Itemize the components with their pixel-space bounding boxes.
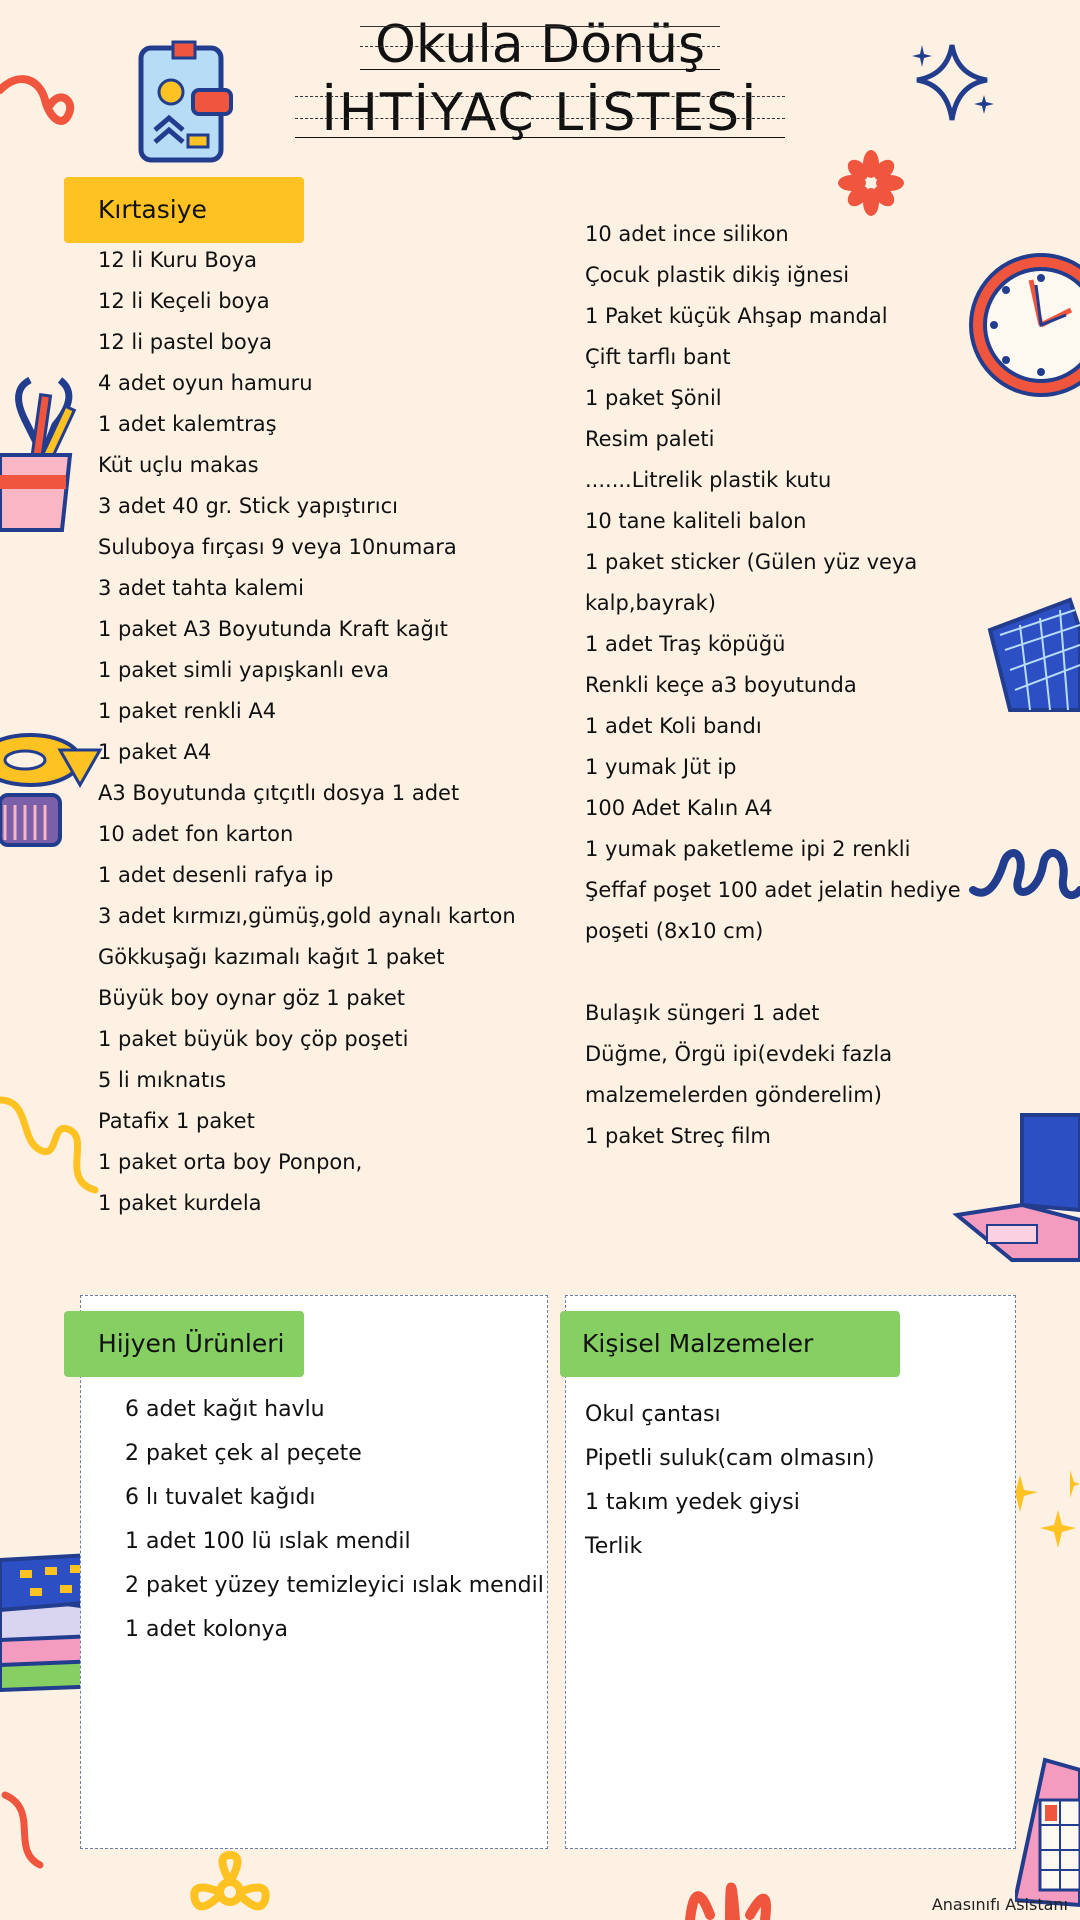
- list-item: 5 li mıknatıs: [98, 1068, 227, 1092]
- list-item: poşeti (8x10 cm): [585, 919, 764, 943]
- list-item: 1 paket renkli A4: [98, 699, 277, 723]
- list-item: Büyük boy oynar göz 1 paket: [98, 986, 406, 1010]
- notebook-icon: [133, 40, 238, 168]
- list-item: 1 paket Şönil: [585, 386, 722, 410]
- list-item: .......Litrelik plastik kutu: [585, 468, 832, 492]
- list-item: Çift tarflı bant: [585, 345, 731, 369]
- stationery-list-column1: [98, 240, 516, 1224]
- list-item: 6 lı tuvalet kağıdı: [125, 1485, 316, 1510]
- list-item: 1 paket orta boy Ponpon,: [98, 1150, 363, 1174]
- stationery-label: Kırtasiye: [64, 177, 304, 243]
- list-item: 1 paket A4: [98, 740, 212, 764]
- calendar-icon: [1015, 1755, 1080, 1915]
- list-item: 1 adet Traş köpüğü: [585, 632, 786, 656]
- stationery-list-column2: [585, 214, 961, 1157]
- list-item: 1 adet 100 lü ıslak mendil: [125, 1529, 411, 1554]
- list-item: Şeffaf poşet 100 adet jelatin hediye: [585, 878, 961, 902]
- personal-panel: [565, 1295, 1016, 1849]
- laptop-icon: [952, 1110, 1080, 1265]
- list-item: 1 Paket küçük Ahşap mandal: [585, 304, 888, 328]
- list-item: 1 adet kalemtraş: [98, 412, 277, 436]
- list-item: Okul çantası: [585, 1402, 721, 1427]
- clock-icon: [966, 250, 1080, 400]
- list-item: A3 Boyutunda çıtçıtlı dosya 1 adet: [98, 781, 460, 805]
- list-item: 1 yumak Jüt ip: [585, 755, 737, 779]
- flower-icon: [680, 1855, 780, 1920]
- footer-credit: Anasınıfı Asistanı: [931, 1895, 1068, 1914]
- list-item: Pipetli suluk(cam olmasın): [585, 1446, 875, 1471]
- personal-list: [585, 1393, 875, 1569]
- list-item: Patafix 1 paket: [98, 1109, 255, 1133]
- list-item: Suluboya fırçası 9 veya 10numara: [98, 535, 457, 559]
- list-item: [585, 952, 961, 993]
- list-item: 1 adet Koli bandı: [585, 714, 762, 738]
- pencil-cup-icon: [0, 370, 100, 540]
- list-item: 2 paket çek al peçete: [125, 1441, 362, 1466]
- list-item: 10 adet fon karton: [98, 822, 294, 846]
- page-title: Okula Dönüş: [360, 16, 720, 74]
- list-item: 10 tane kaliteli balon: [585, 509, 807, 533]
- tape-icon: [0, 720, 105, 855]
- list-item: 1 takım yedek giysi: [585, 1490, 800, 1515]
- squiggle-icon: [0, 1090, 100, 1200]
- list-item: 1 paket Streç film: [585, 1124, 771, 1148]
- list-item: 100 Adet Kalın A4: [585, 796, 773, 820]
- list-item: 3 adet tahta kalemi: [98, 576, 304, 600]
- list-item: 1 paket A3 Boyutunda Kraft kağıt: [98, 617, 448, 641]
- list-item: 1 paket kurdela: [98, 1191, 262, 1215]
- personal-label: Kişisel Malzemeler: [560, 1311, 900, 1377]
- hygiene-list: [125, 1388, 544, 1652]
- list-item: malzemelerden gönderelim): [585, 1083, 882, 1107]
- list-item: kalp,bayrak): [585, 591, 716, 615]
- list-item: 12 li Keçeli boya: [98, 289, 270, 313]
- list-item: 1 paket sticker (Gülen yüz veya: [585, 550, 918, 574]
- list-item: 1 paket simli yapışkanlı eva: [98, 658, 389, 682]
- sparkle-icon: [912, 40, 1002, 125]
- list-item: 1 yumak paketleme ipi 2 renkli: [585, 837, 911, 861]
- squiggle-icon: [0, 1790, 50, 1870]
- list-item: 2 paket yüzey temizleyici ıslak mendil: [125, 1573, 544, 1598]
- list-item: Küt uçlu makas: [98, 453, 259, 477]
- list-item: 6 adet kağıt havlu: [125, 1397, 325, 1422]
- list-item: Renkli keçe a3 boyutunda: [585, 673, 857, 697]
- hygiene-label: Hijyen Ürünleri: [64, 1311, 304, 1377]
- list-item: Bulaşık süngeri 1 adet: [585, 1001, 820, 1025]
- list-item: 1 paket büyük boy çöp poşeti: [98, 1027, 409, 1051]
- list-item: Resim paleti: [585, 427, 715, 451]
- squiggle-icon: [0, 60, 80, 140]
- list-item: 10 adet ince silikon: [585, 222, 789, 246]
- list-item: 4 adet oyun hamuru: [98, 371, 313, 395]
- list-item: 1 adet kolonya: [125, 1617, 289, 1642]
- list-item: 1 adet desenli rafya ip: [98, 863, 334, 887]
- list-item: 3 adet kırmızı,gümüş,gold aynalı karton: [98, 904, 516, 928]
- list-item: 12 li Kuru Boya: [98, 248, 257, 272]
- page-subtitle: İHTİYAÇ LİSTESİ: [295, 82, 785, 144]
- gift-box-icon: [980, 590, 1080, 720]
- list-item: Gökkuşağı kazımalı kağıt 1 paket: [98, 945, 445, 969]
- list-item: 3 adet 40 gr. Stick yapıştırıcı: [98, 494, 398, 518]
- list-item: Düğme, Örgü ipi(evdeki fazla: [585, 1042, 893, 1066]
- list-item: 12 li pastel boya: [98, 330, 273, 354]
- list-item: Çocuk plastik dikiş iğnesi: [585, 263, 850, 287]
- squiggle-icon: [968, 840, 1080, 910]
- flower-icon: [838, 150, 904, 216]
- list-item: Terlik: [585, 1534, 643, 1559]
- flower-icon: [185, 1850, 275, 1920]
